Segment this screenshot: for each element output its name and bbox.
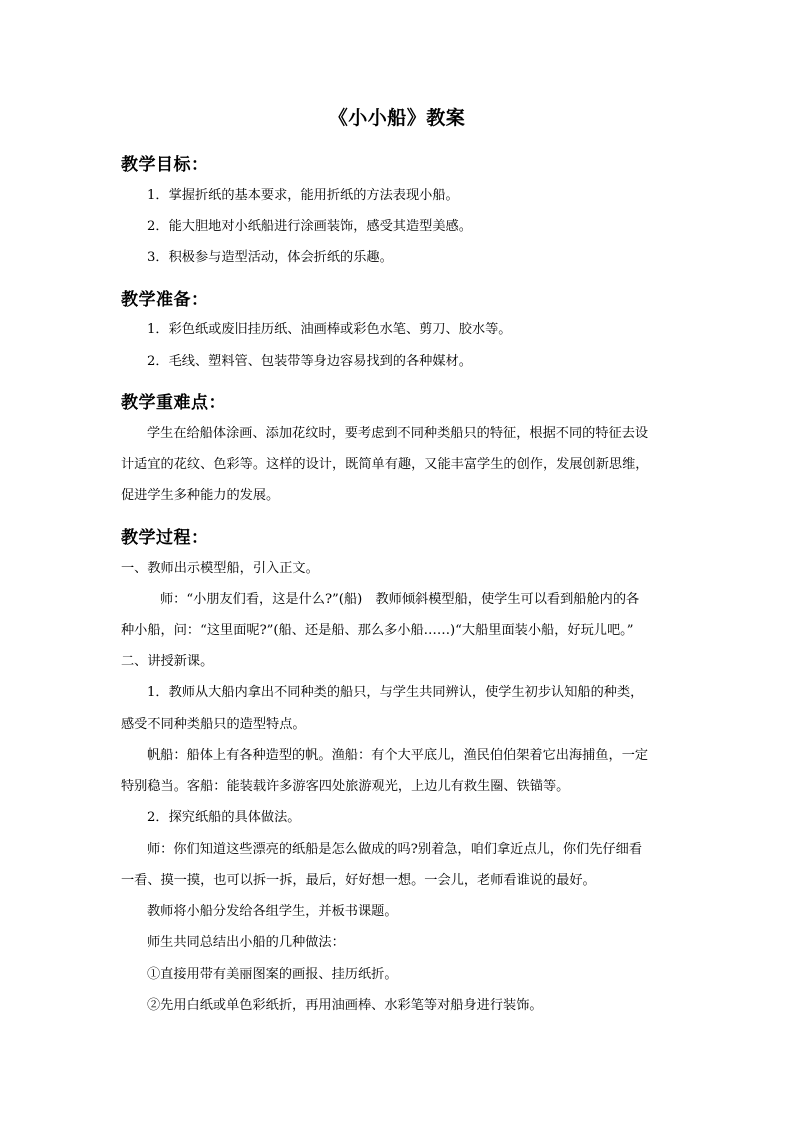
goal-item-3: 3．积极参与造型活动，体会折纸的乐趣。 (147, 250, 393, 265)
process-line-1: 一、教师出示模型船，引入正文。 (121, 561, 319, 576)
process-line-7: 帆船：船体上有各种造型的帆。渔船：有个大平底儿，渔民伯伯架着它出海捕鱼，一定 (147, 748, 649, 763)
process-line-10: 师：你们知道这些漂亮的纸船是怎么做成的吗?别着急，咱们拿近点儿，你们先仔细看 (147, 842, 643, 857)
prep-item-2: 2．毛线、塑料管、包装带等身边容易找到的各种媒材。 (147, 354, 472, 369)
process-line-15: ②先用白纸或单色彩纸折，再用油画棒、水彩笔等对船身进行装饰。 (147, 998, 543, 1013)
goal-item-1: 1．掌握折纸的基本要求，能用折纸的方法表现小船。 (147, 188, 459, 203)
process-line-14: ①直接用带有美丽图案的画报、挂历纸折。 (147, 967, 398, 982)
process-line-5: 1．教师从大船内拿出不同种类的船只，与学生共同辨认，使学生初步认知船的种类， (147, 685, 644, 700)
section-heading-process: 教学过程： (121, 528, 209, 548)
process-line-9: 2．探究纸船的具体做法。 (147, 810, 301, 825)
section-heading-goals: 教学目标： (121, 155, 209, 175)
key-paragraph-line-1: 学生在给船体涂画、添加花纹时，要考虑到不同种类船只的特征，根据不同的特征去设 (147, 426, 649, 441)
process-line-11: 一看、摸一摸，也可以拆一拆，最后，好好想一想。一会儿，老师看谁说的最好。 (121, 873, 596, 888)
process-line-6: 感受不同种类船只的造型特点。 (121, 717, 306, 732)
document-title: 《小小船》教案 (328, 107, 466, 129)
process-line-2: 师：“小朋友们看，这是什么?”(船) 教师倾斜模型船，使学生可以看到船舱内的各 (160, 592, 640, 607)
section-heading-key: 教学重难点： (121, 393, 226, 413)
key-paragraph-line-3: 促进学生多种能力的发展。 (121, 488, 280, 503)
prep-item-1: 1．彩色纸或废旧挂历纸、油画棒或彩色水笔、剪刀、胶水等。 (147, 322, 512, 337)
key-paragraph-line-2: 计适宜的花纹、色彩等。这样的设计，既简单有趣，又能丰富学生的创作，发展创新思维， (121, 457, 649, 472)
section-heading-prep: 教学准备： (121, 290, 209, 310)
goal-item-2: 2．能大胆地对小纸船进行涂画装饰，感受其造型美感。 (147, 219, 472, 234)
process-line-8: 特别稳当。客船：能装载许多游客四处旅游观光，上边儿有救生圈、铁锚等。 (121, 779, 570, 794)
process-line-13: 师生共同总结出小船的几种做法： (147, 935, 345, 950)
process-line-3: 种小船，问：“这里面呢?”(船、还是船、那么多小船……)“大船里面装小船，好玩儿吧。” (121, 623, 634, 638)
process-line-12: 教师将小船分发给各组学生，并板书课题。 (147, 904, 398, 919)
process-line-4: 二、讲授新课。 (121, 654, 214, 669)
